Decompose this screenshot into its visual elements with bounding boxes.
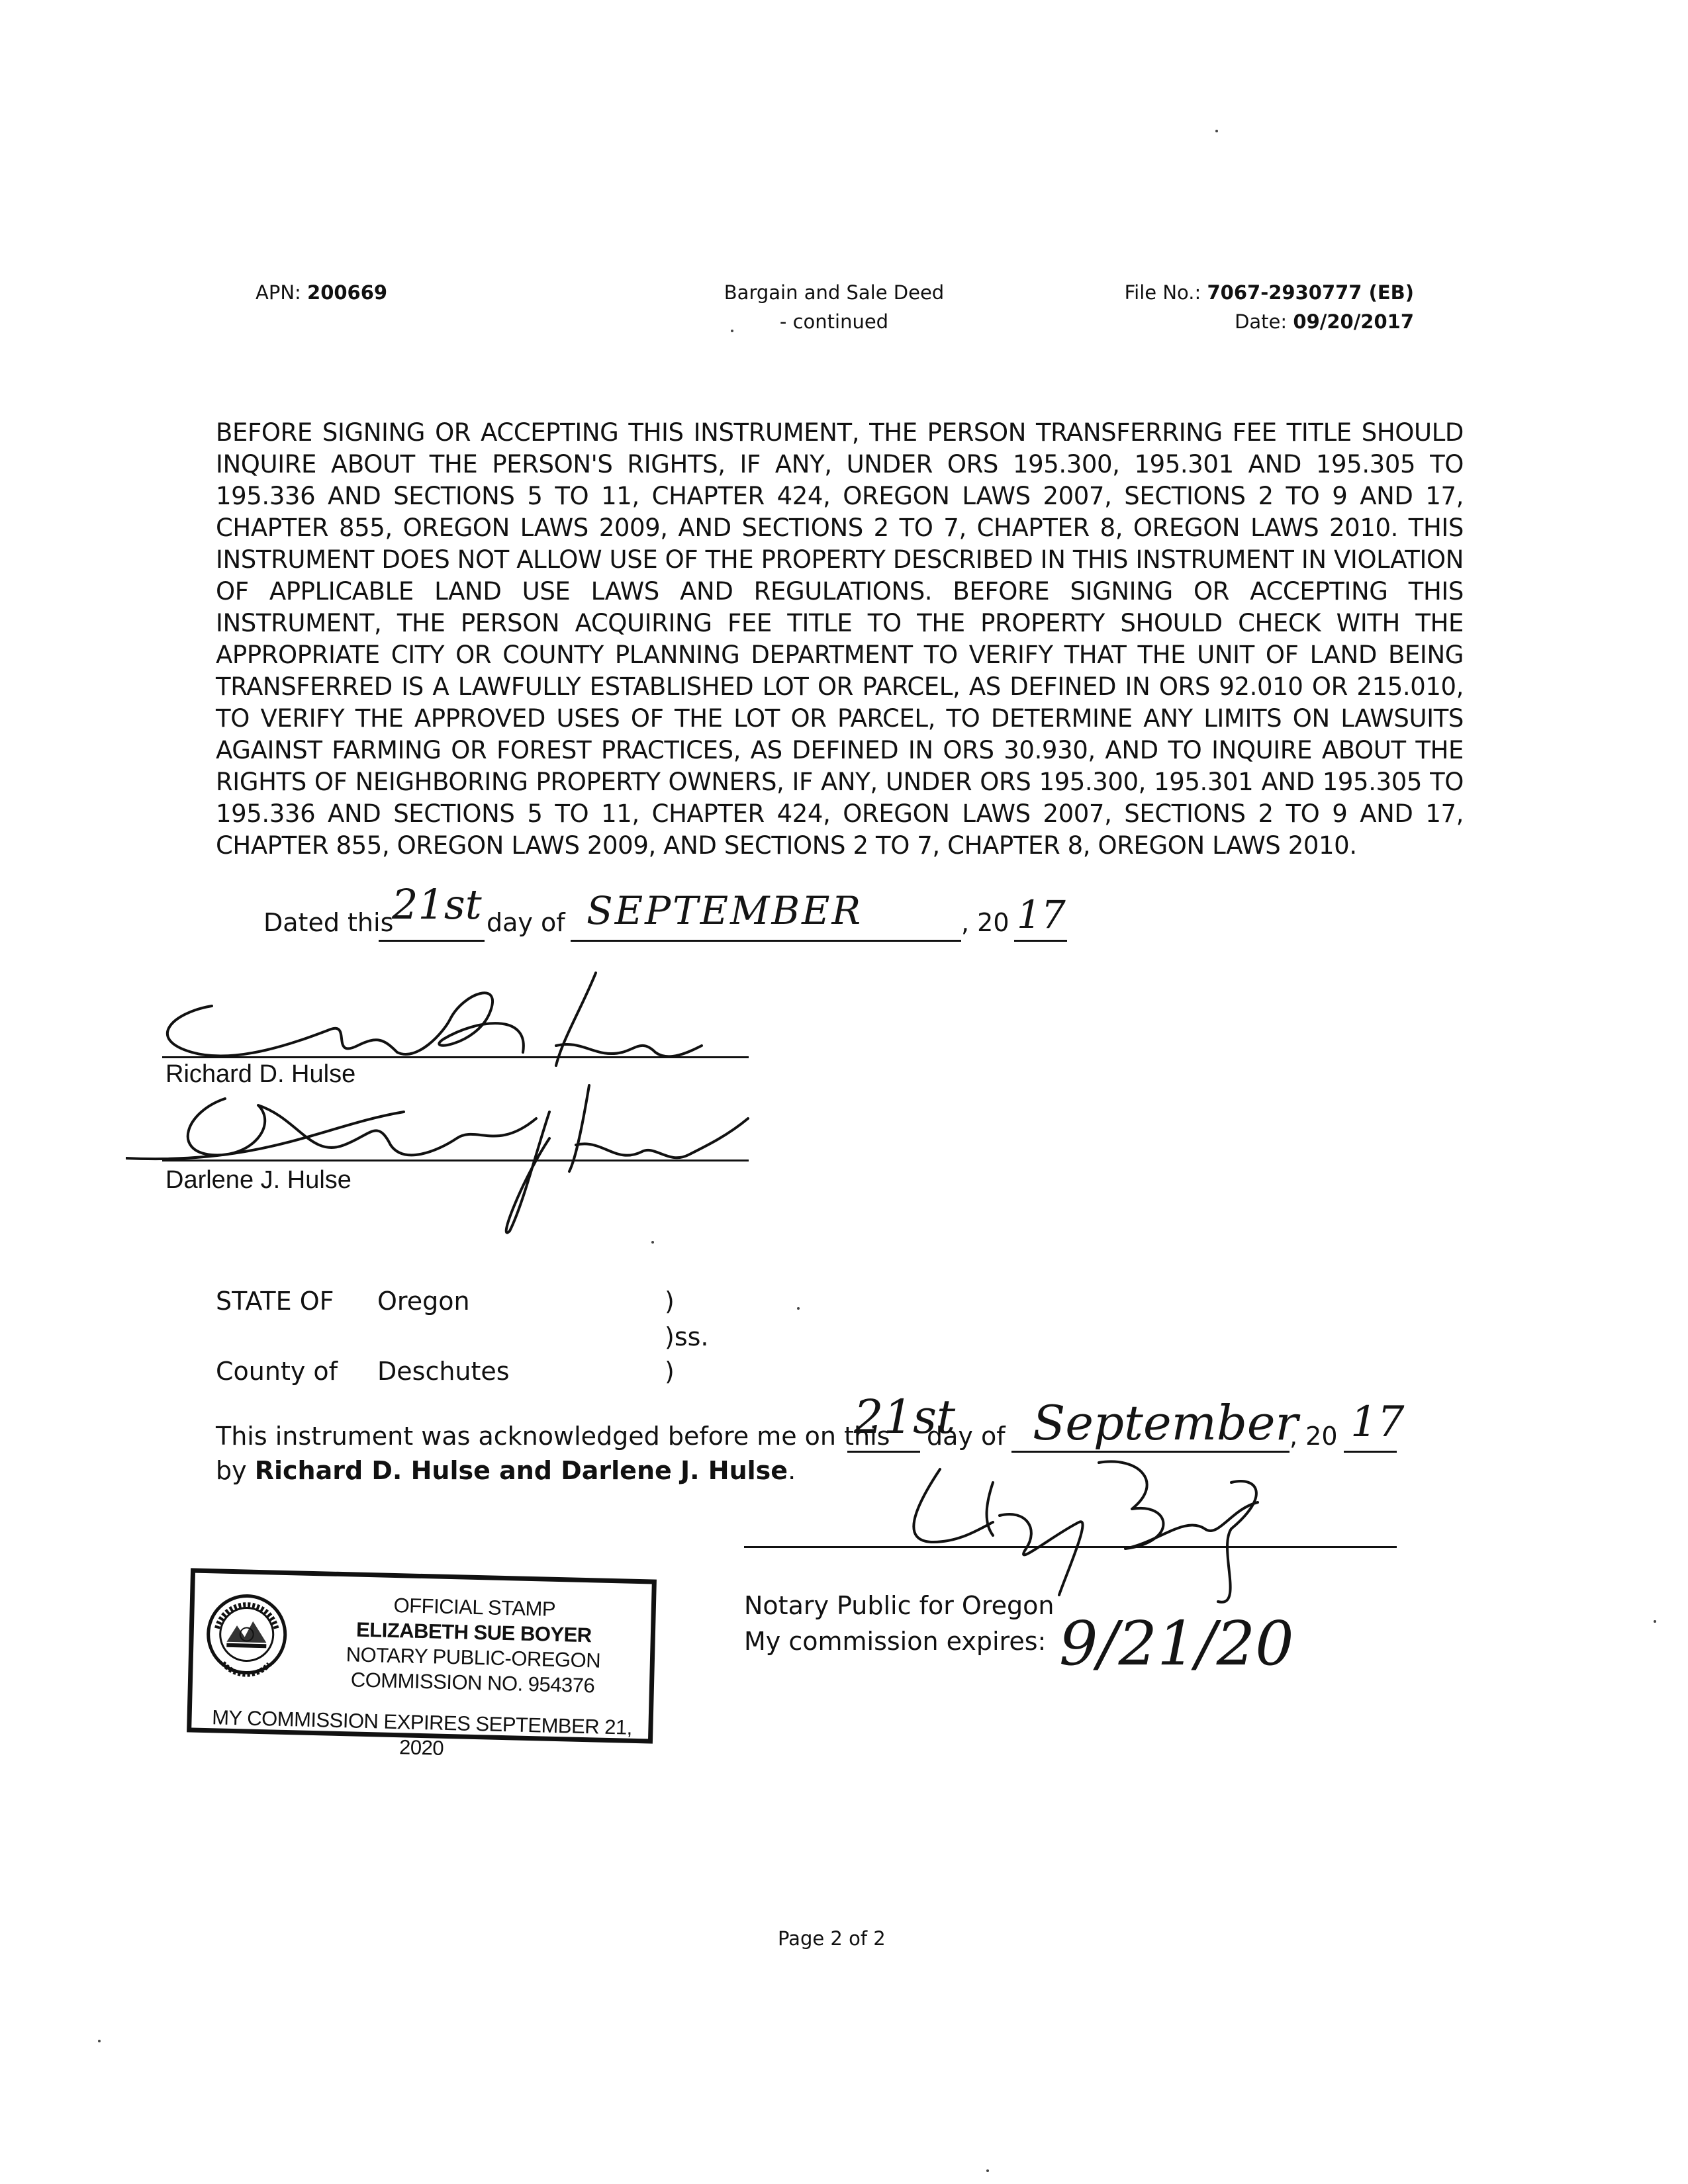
ack-month-handwritten: September bbox=[1033, 1395, 1298, 1451]
ack-year-handwritten: 17 bbox=[1350, 1398, 1405, 1447]
dated-month-blank bbox=[571, 940, 961, 942]
stamp-line4: COMMISSION NO. 954376 bbox=[350, 1668, 595, 1698]
apn-value: 200669 bbox=[307, 281, 388, 304]
stamp-line2: ELIZABETH SUE BOYER bbox=[355, 1617, 592, 1647]
acknowledged-by bbox=[216, 1456, 796, 1485]
scan-speck bbox=[986, 2169, 989, 2172]
richard-signature-scribble bbox=[132, 966, 728, 1072]
ack-year-prefix: , 20 bbox=[1289, 1422, 1338, 1451]
by-suffix: . bbox=[788, 1456, 796, 1485]
county-label: County of bbox=[216, 1357, 338, 1386]
stamp-text bbox=[211, 1591, 647, 1760]
notary-signature-scribble bbox=[861, 1443, 1284, 1615]
oregon-state-seal-icon bbox=[203, 1588, 291, 1690]
richard-name: Richard D. Hulse bbox=[165, 1060, 356, 1088]
scan-speck bbox=[651, 1241, 654, 1244]
document-title-line2: - continued bbox=[779, 310, 889, 333]
official-stamp bbox=[187, 1568, 657, 1760]
dated-year-prefix: , 20 bbox=[961, 908, 1009, 937]
dated-day-blank bbox=[379, 940, 485, 942]
county-value: Deschutes bbox=[377, 1357, 510, 1386]
stamp-line3: NOTARY PUBLIC-OREGON bbox=[346, 1643, 601, 1672]
scan-speck bbox=[1654, 1620, 1656, 1623]
document-title bbox=[662, 278, 1006, 336]
apn-label: APN: bbox=[256, 281, 301, 304]
document-date-label: Date: bbox=[1235, 310, 1288, 333]
dated-year-handwritten: 17 bbox=[1017, 892, 1066, 937]
document-date-value: 09/20/2017 bbox=[1293, 310, 1414, 333]
dated-month-handwritten: SEPTEMBER bbox=[586, 888, 863, 933]
venue-paren-bottom: ) bbox=[665, 1357, 675, 1386]
page-number: Page 2 of 2 bbox=[778, 1927, 886, 1950]
scan-speck bbox=[98, 2040, 101, 2042]
scan-speck bbox=[797, 1307, 800, 1310]
dated-line-prefix: Dated this bbox=[263, 908, 394, 937]
stamp-line1: OFFICIAL STAMP bbox=[393, 1593, 556, 1621]
venue-ss: )ss. bbox=[665, 1322, 709, 1351]
legal-notice-paragraph: BEFORE SIGNING OR ACCEPTING THIS INSTRUMENT, THE PERSON TRANSFERRING FEE TITLE SHOULD INQUIRE ABOUT THE PERSON'S RIGHTS, IF ANY, UNDER ORS 195.300, 195.301 AND 195.305 TO 195.336 AND SECTIONS 5 TO 11, CHAPTER 424, OREGON LAWS 2007, SECTIONS 2 TO 9 AND 17, CHAPTER 855, OREGON LAWS 2009, AND SECTIONS 2 TO 7, CHAPTER 8, OREGON LAWS 2010. THIS INSTRUMENT DOES NOT ALLOW USE OF THE PROPERTY DESCRIBED IN THIS INSTRUMENT IN VIOLATION OF APPLICABLE LAND USE LAWS AND REGULATIONS. BEFORE SIGNING OR ACCEPTING THIS INSTRUMENT, THE PERSON ACQUIRING FEE TITLE TO THE PROPERTY SHOULD CHECK WITH THE APPROPRIATE CITY OR COUNTY PLANNING DEPARTMENT TO VERIFY THAT THE UNIT OF LAND BEING TRANSFERRED IS A LAWFULLY ESTABLISHED LOT OR PARCEL, AS DEFINED IN ORS 92.010 OR 215.010, TO VERIFY THE APPROVED USES OF THE LOT OR PARCEL, TO DETERMINE ANY LIMITS ON LAWSUITS AGAINST FARMING OR FOREST PRACTICES, AS DEFINED IN ORS 30.930, AND TO INQUIRE ABOUT THE RIGHTS OF NEIGHBORING PROPERTY OWNERS, IF ANY, UNDER ORS 195.300, 195.301 AND 195.305 TO 195.336 AND SECTIONS 5 TO 11, CHAPTER 424, OREGON LAWS 2007, SECTIONS 2 TO 9 AND 17, CHAPTER 855, OREGON LAWS 2009, AND SECTIONS 2 TO 7, CHAPTER 8, OREGON LAWS 2010. bbox=[216, 418, 1464, 860]
dated-year-blank bbox=[1014, 940, 1067, 942]
commission-date-handwritten: 9/21/20 bbox=[1059, 1608, 1294, 1679]
state-value: Oregon bbox=[377, 1287, 470, 1316]
darlene-name: Darlene J. Hulse bbox=[165, 1166, 352, 1194]
dated-line-mid: day of bbox=[487, 908, 565, 937]
file-number-value: 7067-2930777 (EB) bbox=[1207, 281, 1414, 304]
apn bbox=[256, 278, 387, 307]
file-number-label: File No.: bbox=[1124, 281, 1201, 304]
dated-day-handwritten: 21st bbox=[392, 880, 482, 929]
file-info bbox=[1059, 278, 1414, 336]
venue-paren-top: ) bbox=[665, 1287, 675, 1316]
by-label: by bbox=[216, 1456, 247, 1485]
notary-title: Notary Public for Oregon bbox=[744, 1591, 1055, 1620]
ack-day-handwritten: 21st bbox=[854, 1390, 956, 1444]
acknowledgment-prefix: This instrument was acknowledged before me on this bbox=[216, 1422, 890, 1451]
scan-speck bbox=[1215, 130, 1218, 132]
darlene-signature-scribble bbox=[126, 1072, 761, 1244]
darlene-signature bbox=[126, 1072, 761, 1247]
file-number bbox=[1059, 278, 1414, 307]
stamp-line5: MY COMMISSION EXPIRES SEPTEMBER 21, 2020 bbox=[211, 1706, 633, 1760]
by-names: Richard D. Hulse and Darlene J. Hulse bbox=[254, 1456, 788, 1485]
document-title-line1: Bargain and Sale Deed bbox=[724, 281, 945, 304]
document-date bbox=[1059, 307, 1414, 336]
richard-signature bbox=[132, 966, 728, 1075]
state-label: STATE OF bbox=[216, 1287, 334, 1316]
scan-speck bbox=[731, 330, 733, 332]
commission-label: My commission expires: bbox=[744, 1627, 1047, 1656]
acknowledgment-mid: day of bbox=[927, 1422, 1006, 1451]
ack-year-blank bbox=[1344, 1451, 1397, 1453]
